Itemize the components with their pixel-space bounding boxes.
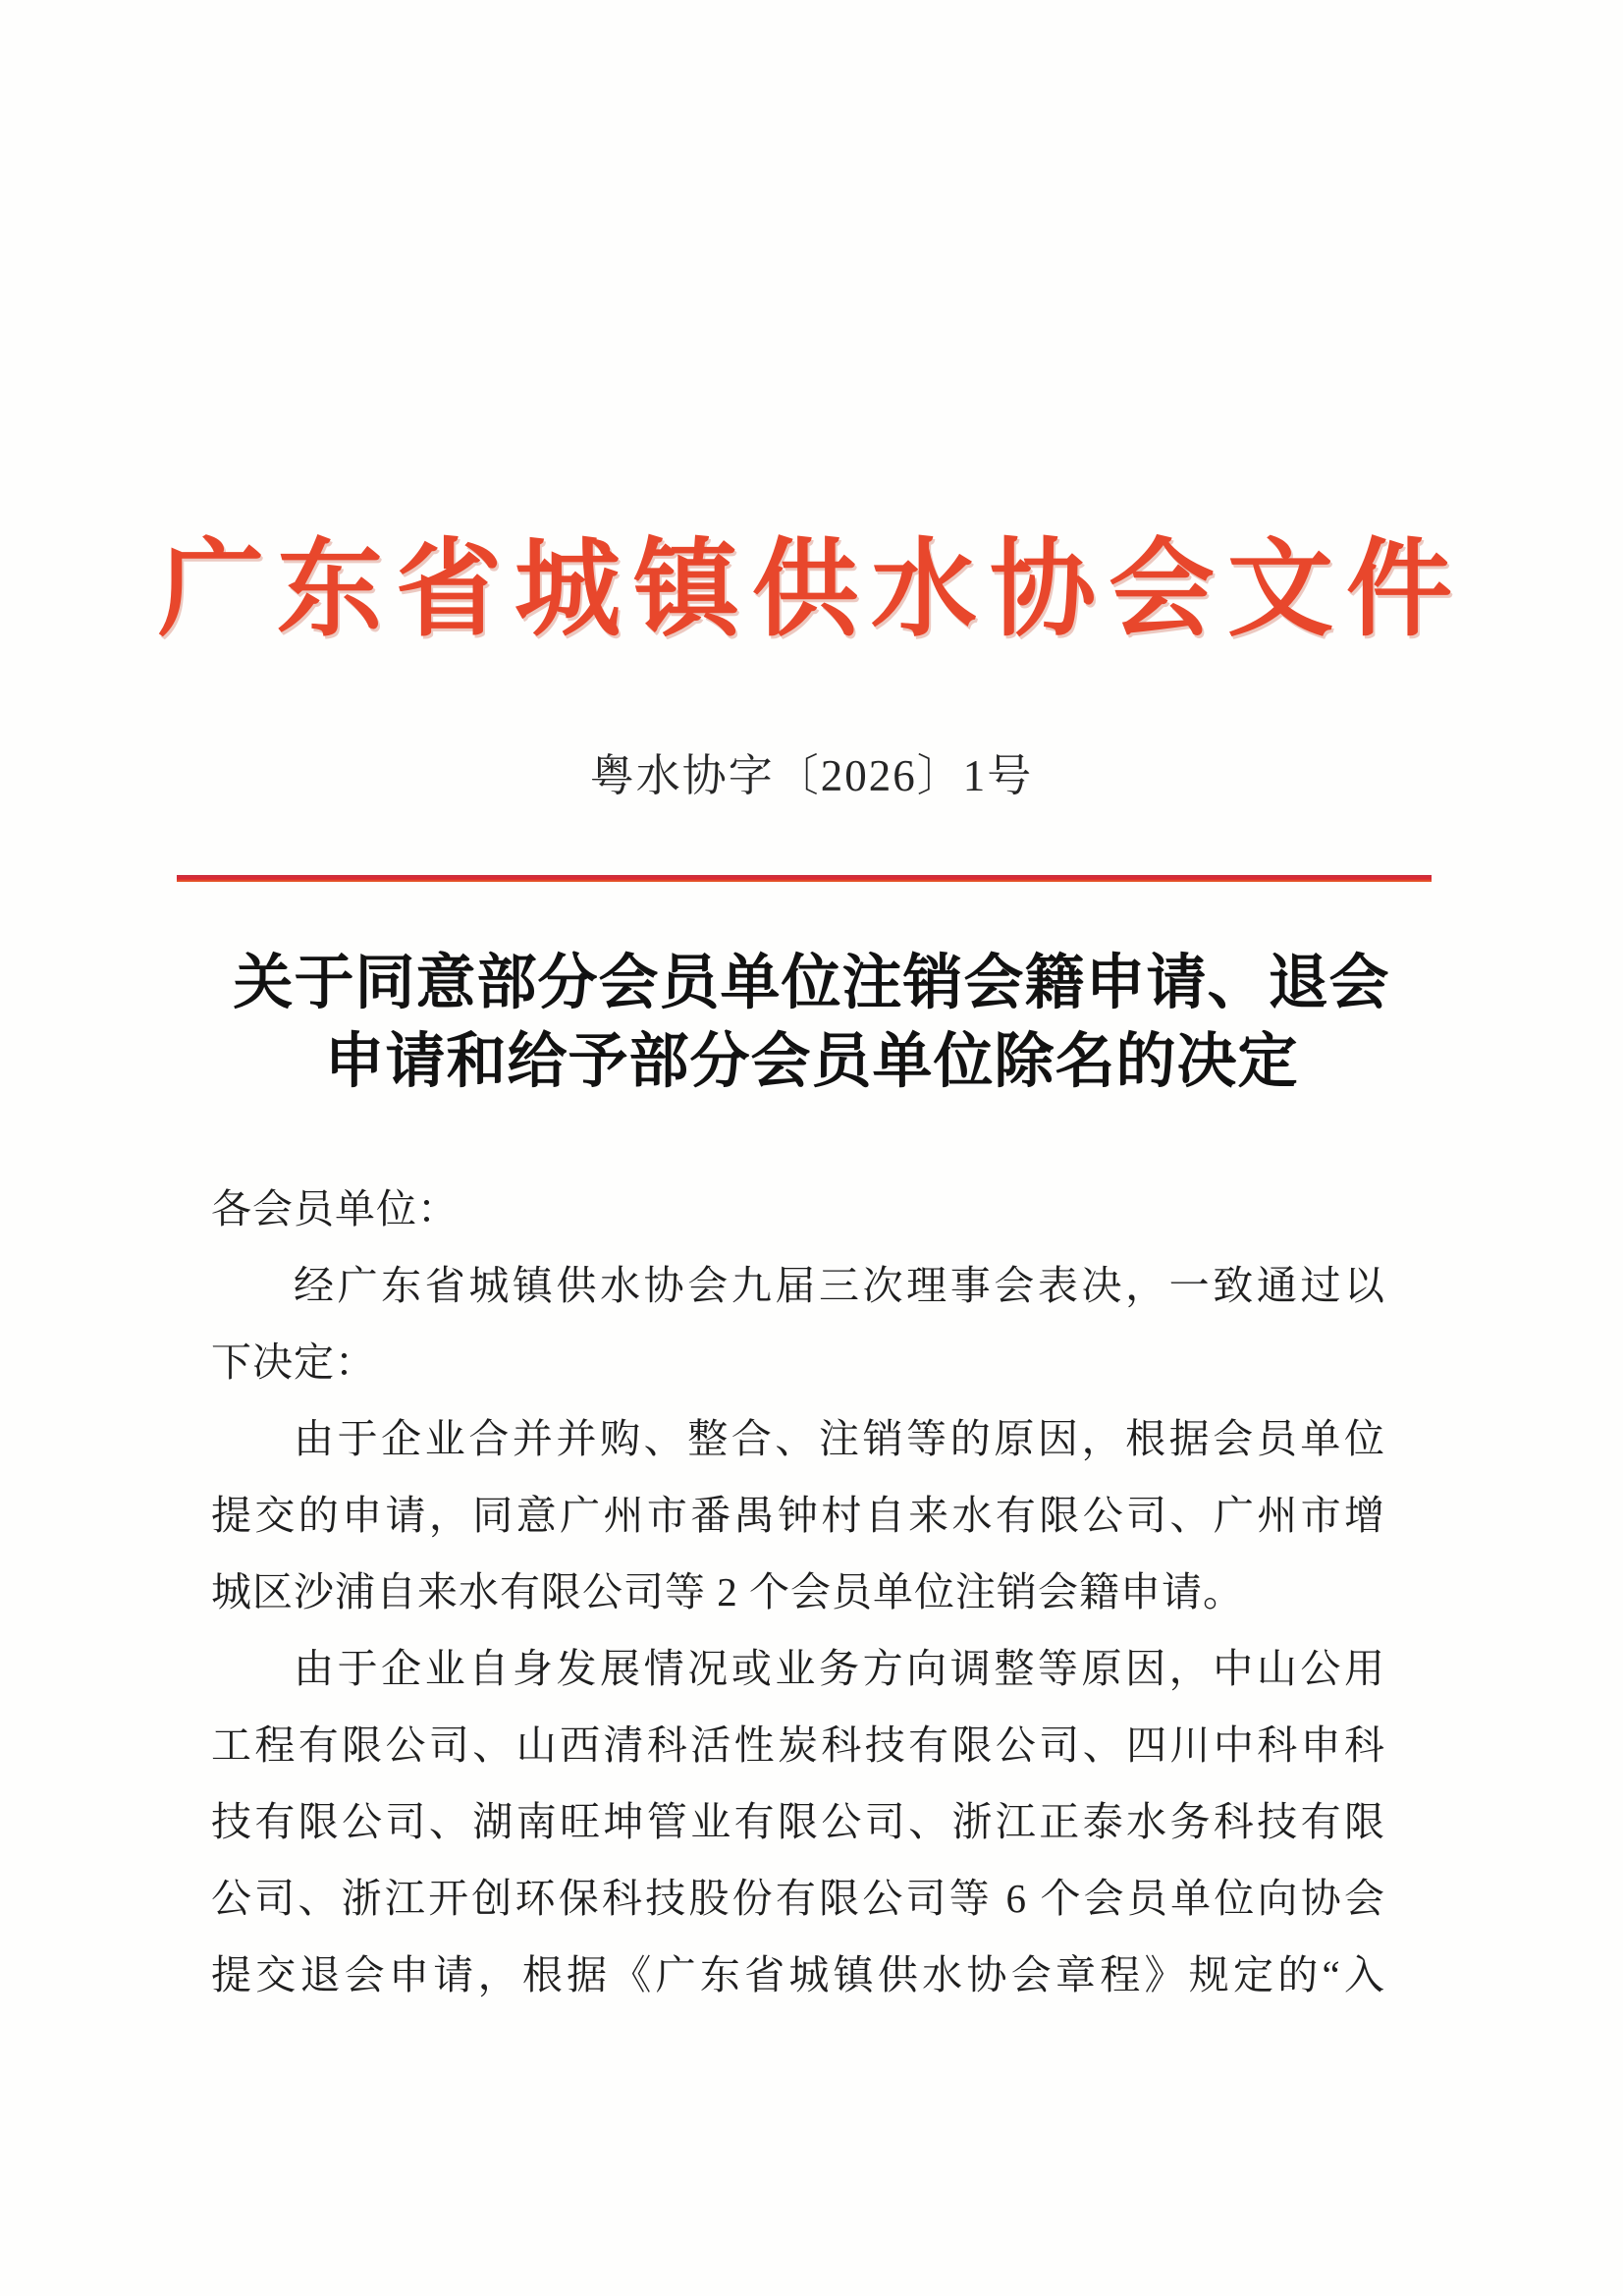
body-line: 由于企业合并并购、整合、注销等的原因，根据会员单位 <box>294 1416 1385 1461</box>
doc-reference-number: 粤水协字〔2026〕1号 <box>589 751 1034 800</box>
document-title <box>0 945 1623 1102</box>
body-line-salutation: 各会员单位： <box>211 1186 459 1231</box>
body-line: 提交的申请，同意广州市番禺钟村自来水有限公司、广州市增 <box>211 1493 1385 1538</box>
document-title-line2: 申请和给予部分会员单位除名的决定 <box>324 1029 1299 1095</box>
body-line: 由于企业自身发展情况或业务方向调整等原因，中山公用 <box>294 1646 1385 1691</box>
body-line: 城区沙浦自来水有限公司等 2 个会员单位注销会籍申请。 <box>211 1569 1244 1614</box>
document-body <box>211 1171 1385 2013</box>
body-line: 经广东省城镇供水协会九届三次理事会表决，一致通过以 <box>294 1263 1385 1308</box>
body-line: 公司、浙江开创环保科技股份有限公司等 6 个会员单位向协会 <box>211 1876 1385 1921</box>
org-masthead-title: 广东省城镇供水协会文件 <box>157 532 1465 649</box>
body-line: 技有限公司、湖南旺坤管业有限公司、浙江正泰水务科技有限 <box>211 1799 1385 1844</box>
body-line: 工程有限公司、山西清科活性炭科技有限公司、四川中科申科 <box>211 1722 1385 1768</box>
document-title-line1: 关于同意部分会员单位注销会籍申请、退会 <box>233 951 1390 1016</box>
body-line: 下决定： <box>211 1339 376 1385</box>
body-line: 提交退会申请，根据《广东省城镇供水协会章程》规定的“入 <box>211 1952 1385 1997</box>
red-divider-rule <box>177 875 1432 882</box>
